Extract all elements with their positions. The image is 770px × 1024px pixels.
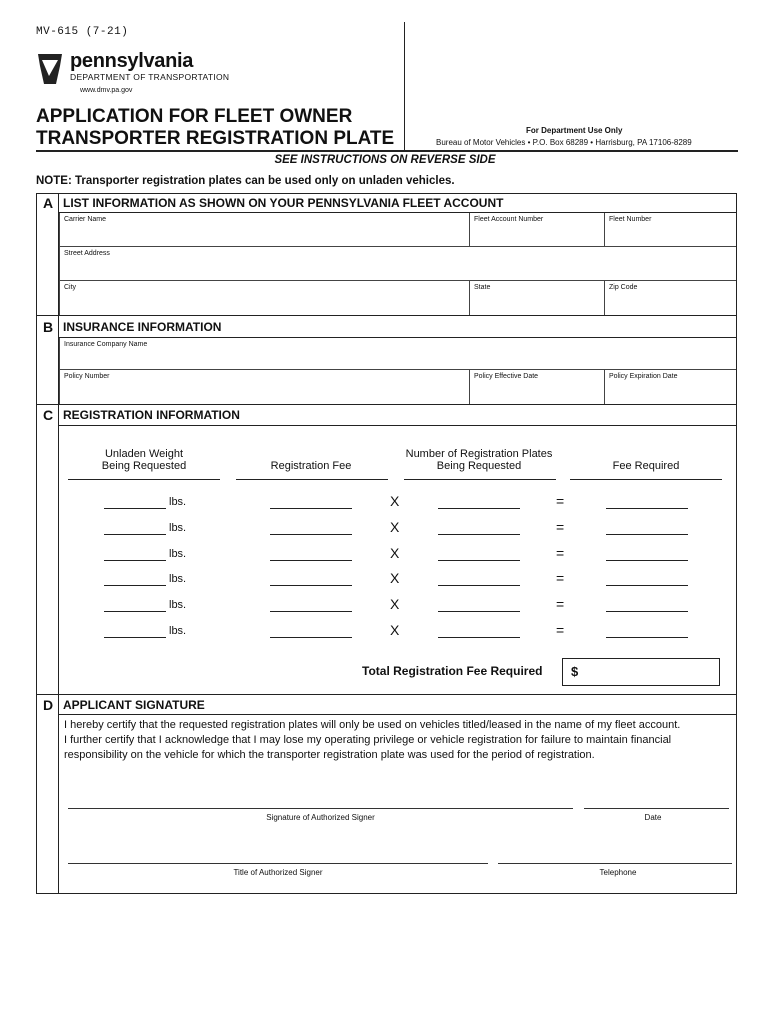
instructions-note: SEE INSTRUCTIONS ON REVERSE SIDE xyxy=(274,154,496,166)
section-c-letter-column xyxy=(37,405,59,694)
zip-code-field[interactable] xyxy=(604,281,736,315)
signature-field[interactable] xyxy=(68,808,573,809)
street-address-field[interactable] xyxy=(59,247,736,281)
state-field[interactable] xyxy=(469,281,604,315)
times-sign: X xyxy=(390,622,400,638)
section-a-title: LIST INFORMATION AS SHOWN ON YOUR PENNSYLVANIA FLEET ACCOUNT xyxy=(63,196,504,210)
section-b xyxy=(36,315,737,405)
weight-input[interactable] xyxy=(104,560,166,561)
equals-sign: = xyxy=(556,622,565,638)
section-a-letter-column xyxy=(37,194,59,315)
fleet-number-field[interactable] xyxy=(604,213,736,247)
form-title-line1: APPLICATION FOR FLEET OWNER xyxy=(36,106,353,127)
certification-line-1: I hereby certify that the requested registration plates will only be used on vehicles titled/leased in the name of my fleet account. xyxy=(64,719,681,731)
weight-input[interactable] xyxy=(104,611,166,612)
insurance-company-label: Insurance Company Name xyxy=(64,341,148,348)
lbs-label: lbs. xyxy=(169,573,187,585)
fee-required-input[interactable] xyxy=(606,508,688,509)
header-rule xyxy=(36,150,738,152)
keystone-logo-icon xyxy=(36,52,64,86)
section-d-letter: D xyxy=(42,697,54,713)
equals-sign: = xyxy=(556,596,565,612)
col-weight-rule xyxy=(68,479,220,480)
equals-sign: = xyxy=(556,519,565,535)
bureau-address: Bureau of Motor Vehicles • P.O. Box 68289 • Harrisburg, PA 17106-8289 xyxy=(436,138,692,147)
department-name: DEPARTMENT OF TRANSPORTATION xyxy=(70,72,230,82)
title-label: Title of Authorized Signer xyxy=(233,868,323,877)
times-sign: X xyxy=(390,493,400,509)
total-fee-input[interactable] xyxy=(562,658,720,686)
col-plates-header-line2: Being Requested xyxy=(436,460,522,472)
city-field[interactable] xyxy=(59,281,469,315)
weight-input[interactable] xyxy=(104,637,166,638)
plates-input[interactable] xyxy=(438,534,520,535)
col-weight-header xyxy=(74,448,214,472)
fee-input[interactable] xyxy=(270,585,352,586)
col-weight-header-line1: Unladen Weight xyxy=(104,448,184,460)
policy-effective-date-label: Policy Effective Date xyxy=(474,373,539,380)
weight-input[interactable] xyxy=(104,508,166,509)
telephone-field[interactable] xyxy=(498,863,732,864)
zip-code-label: Zip Code xyxy=(609,284,638,291)
col-required-header: Fee Required xyxy=(612,460,680,472)
plates-input[interactable] xyxy=(438,611,520,612)
city-label: City xyxy=(64,284,77,291)
certification-line-2: I further certify that I acknowledge that I may lose my operating privilege or vehicle registration for failure to maintain financial xyxy=(64,734,672,746)
equals-sign: = xyxy=(556,545,565,561)
section-b-letter: B xyxy=(42,319,54,335)
form-title-line2: TRANSPORTER REGISTRATION PLATE xyxy=(36,128,395,149)
col-plates-rule xyxy=(404,479,556,480)
plates-input[interactable] xyxy=(438,585,520,586)
fleet-number-label: Fleet Number xyxy=(609,216,652,223)
fee-required-input[interactable] xyxy=(606,637,688,638)
dollar-sign: $ xyxy=(571,664,579,679)
fee-required-input[interactable] xyxy=(606,585,688,586)
plates-input[interactable] xyxy=(438,508,520,509)
times-sign: X xyxy=(390,570,400,586)
fee-input[interactable] xyxy=(270,534,352,535)
street-address-label: Street Address xyxy=(64,250,110,257)
telephone-label: Telephone xyxy=(599,868,637,877)
policy-expiration-date-field[interactable] xyxy=(604,370,736,404)
fee-input[interactable] xyxy=(270,560,352,561)
section-d-title: APPLICANT SIGNATURE xyxy=(63,698,205,712)
signature-label: Signature of Authorized Signer xyxy=(266,813,375,822)
total-fee-label: Total Registration Fee Required xyxy=(362,664,543,678)
fee-input[interactable] xyxy=(270,611,352,612)
fee-required-input[interactable] xyxy=(606,560,688,561)
fleet-account-number-label: Fleet Account Number xyxy=(474,216,544,223)
website-link[interactable]: www.dmv.pa.gov xyxy=(80,87,133,94)
policy-number-field[interactable] xyxy=(59,370,469,404)
lbs-label: lbs. xyxy=(169,548,187,560)
col-plates-header-line1: Number of Registration Plates xyxy=(405,448,553,460)
section-c-title-rule xyxy=(59,425,737,426)
section-d-letter-column xyxy=(37,695,59,893)
department-use-label: For Department Use Only xyxy=(526,126,623,135)
col-weight-header-line2: Being Requested xyxy=(101,460,187,472)
equals-sign: = xyxy=(556,493,565,509)
col-fee-rule xyxy=(236,479,388,480)
col-plates-header xyxy=(394,448,564,472)
fleet-account-number-field[interactable] xyxy=(469,213,604,247)
form-id: MV-615 (7-21) xyxy=(36,26,129,38)
plates-input[interactable] xyxy=(438,637,520,638)
section-c-title: REGISTRATION INFORMATION xyxy=(63,408,240,422)
certification-line-3: responsibility on the vehicle for which the transporter registration plate was used for the period of registration. xyxy=(64,749,595,761)
plates-input[interactable] xyxy=(438,560,520,561)
section-b-title: INSURANCE INFORMATION xyxy=(63,320,222,334)
section-c-letter: C xyxy=(42,407,54,423)
section-a-letter: A xyxy=(42,195,54,211)
lbs-label: lbs. xyxy=(169,522,187,534)
section-a xyxy=(36,193,737,316)
col-fee-header: Registration Fee xyxy=(270,460,352,472)
times-sign: X xyxy=(390,519,400,535)
carrier-name-label: Carrier Name xyxy=(64,216,107,223)
lbs-label: lbs. xyxy=(169,599,187,611)
fee-input[interactable] xyxy=(270,508,352,509)
policy-number-label: Policy Number xyxy=(64,373,110,380)
title-field[interactable] xyxy=(68,863,488,864)
date-label: Date xyxy=(644,813,662,822)
brand-name: pennsylvania xyxy=(70,50,194,72)
fee-required-input[interactable] xyxy=(606,534,688,535)
lbs-label: lbs. xyxy=(169,625,187,637)
times-sign: X xyxy=(390,596,400,612)
equals-sign: = xyxy=(556,570,565,586)
policy-expiration-date-label: Policy Expiration Date xyxy=(609,373,678,380)
insurance-company-field[interactable] xyxy=(59,338,736,370)
unladen-note: NOTE: Transporter registration plates can be used only on unladen vehicles. xyxy=(36,175,455,187)
date-field[interactable] xyxy=(584,808,729,809)
col-required-rule xyxy=(570,479,722,480)
weight-input[interactable] xyxy=(104,534,166,535)
section-d-title-rule xyxy=(59,714,737,715)
times-sign: X xyxy=(390,545,400,561)
fee-input[interactable] xyxy=(270,637,352,638)
weight-input[interactable] xyxy=(104,585,166,586)
lbs-label: lbs. xyxy=(169,496,187,508)
carrier-name-field[interactable] xyxy=(59,213,469,247)
state-label: State xyxy=(474,284,491,291)
fee-required-input[interactable] xyxy=(606,611,688,612)
policy-effective-date-field[interactable] xyxy=(469,370,604,404)
header-divider xyxy=(404,22,405,150)
